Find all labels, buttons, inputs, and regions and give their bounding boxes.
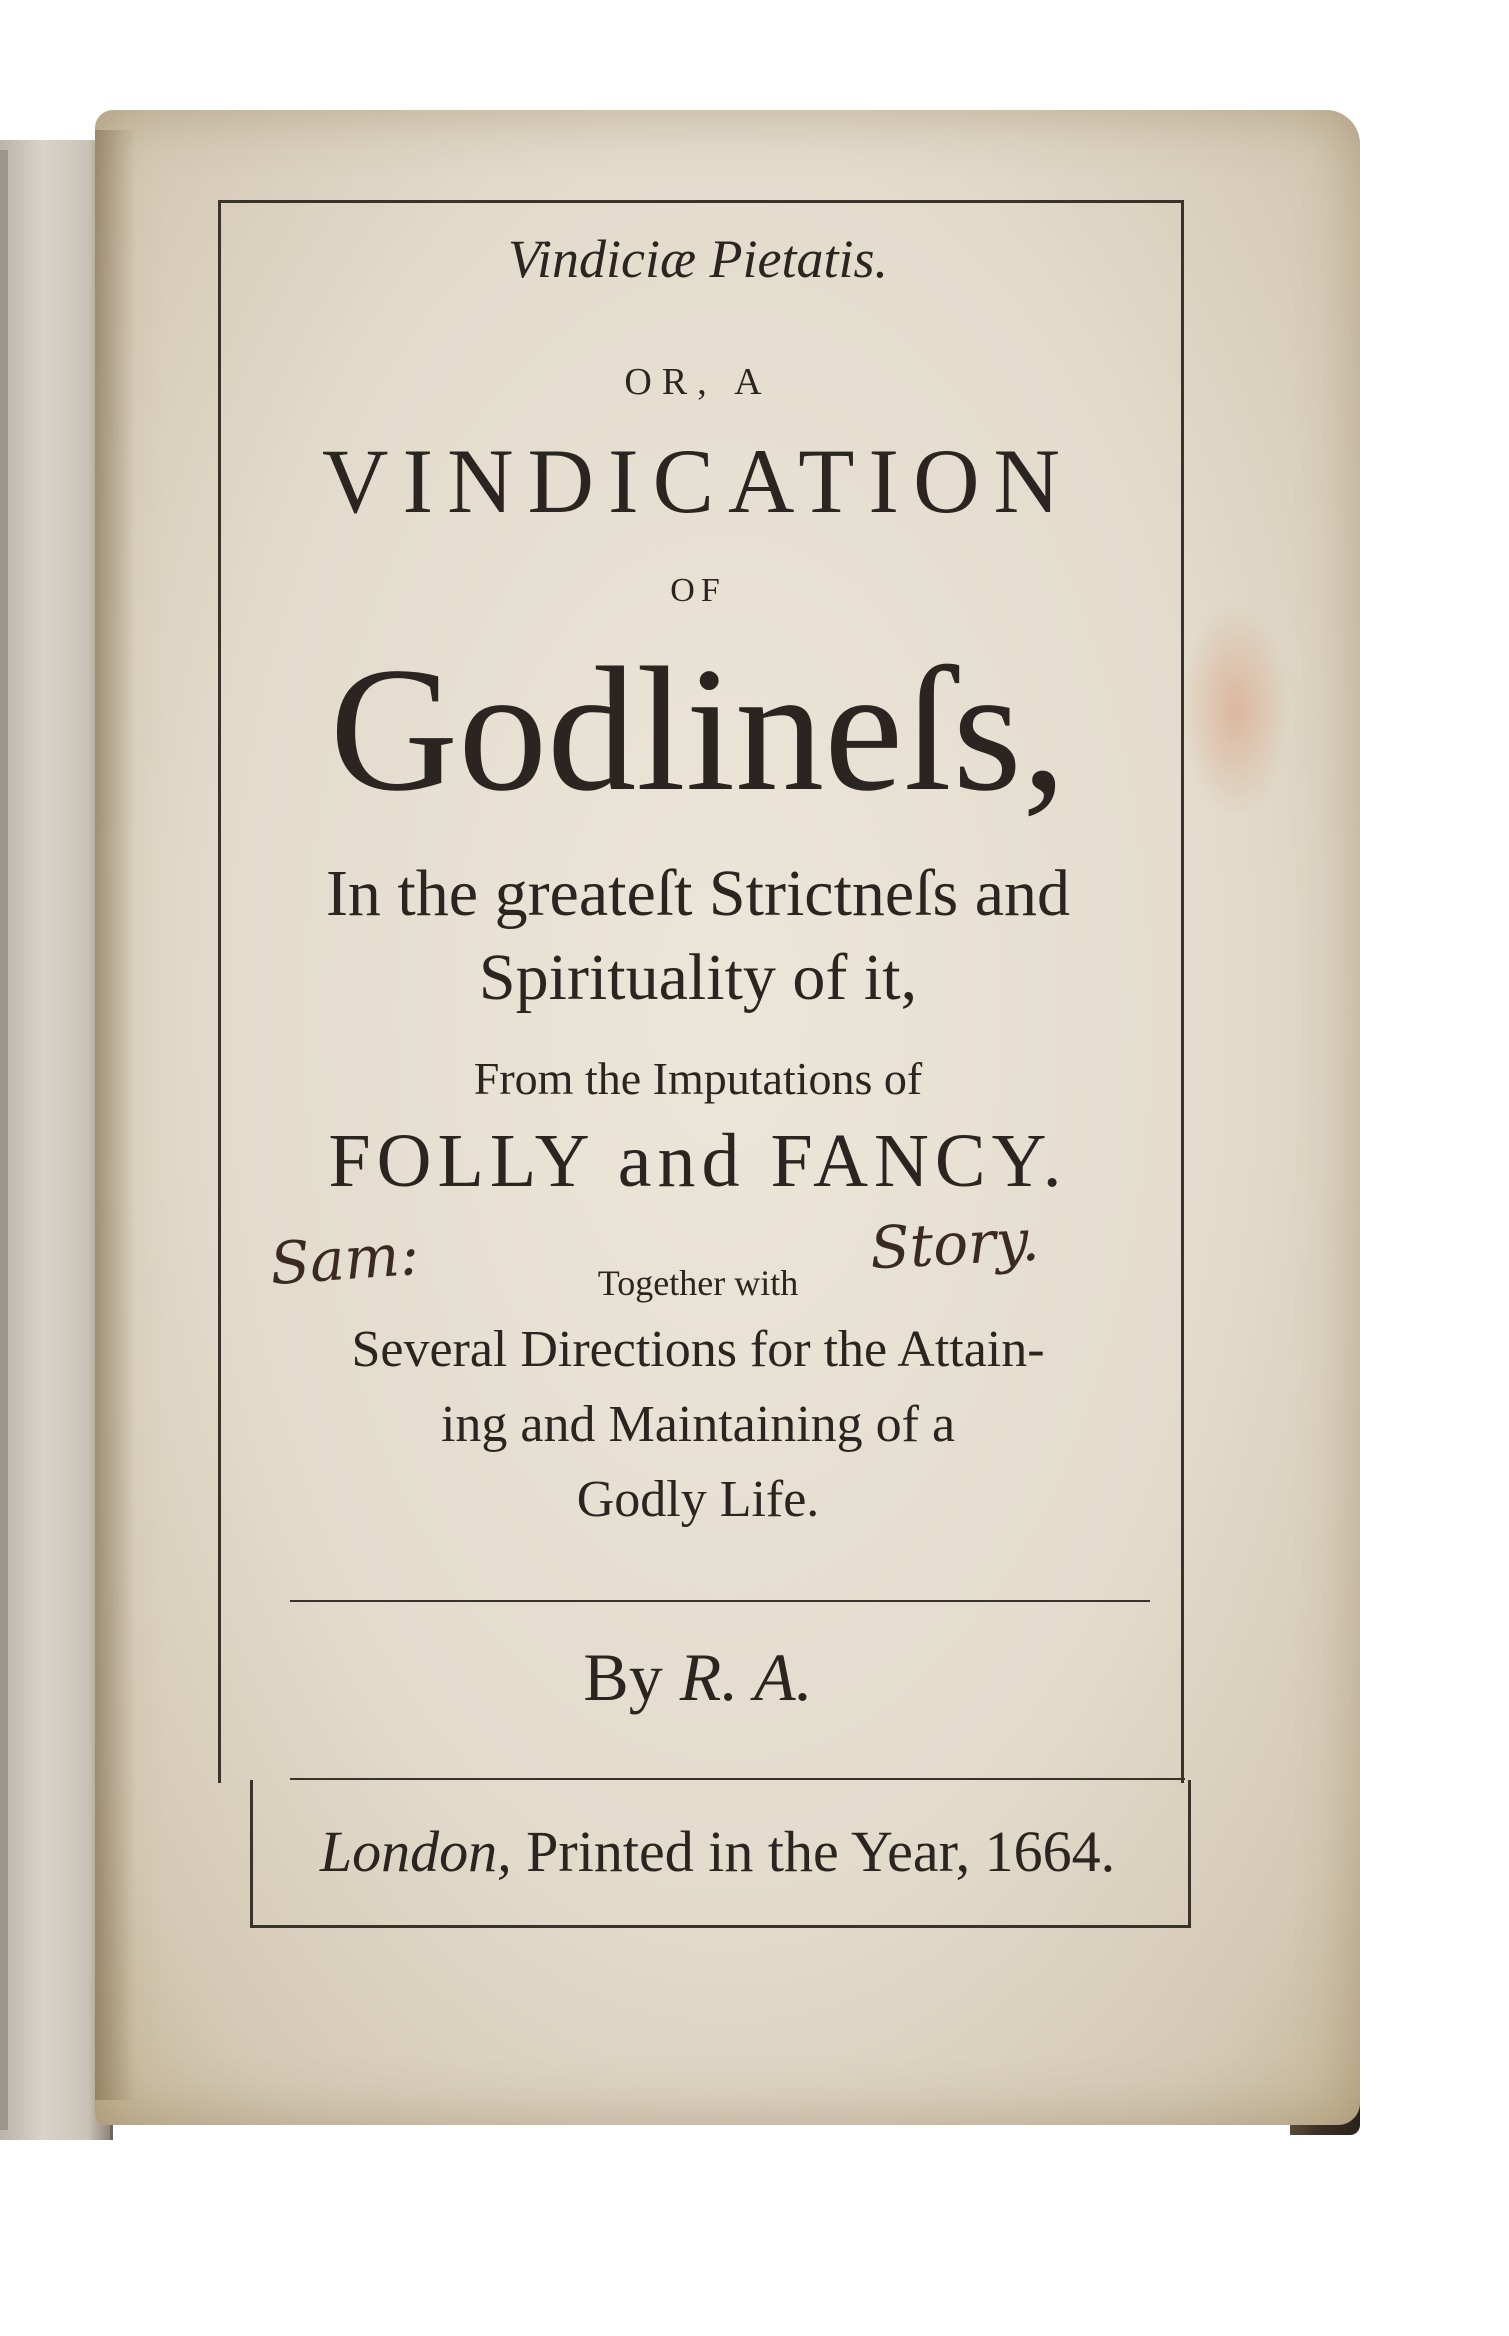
or-line: OR, A (624, 361, 772, 403)
imprint (250, 1818, 1185, 1885)
rule-above-author (290, 1600, 1150, 1602)
directions-line-3: Godly Life. (576, 1471, 820, 1528)
title-godliness: Godlineſs, (329, 630, 1067, 828)
imprint-city: London, (319, 1819, 512, 1884)
imprint-text: Printed in the Year, 1664. (526, 1819, 1116, 1884)
subtitle-line-1: In the greateſt Strictneſs and (325, 857, 1071, 930)
latin-title: Vindiciæ Pietatis. (508, 229, 888, 289)
handwritten-signature-second: Story. (868, 1205, 1041, 1283)
directions-line-2: ing and Maintaining of a (440, 1396, 956, 1453)
rule-top (218, 200, 1178, 202)
foxing-stain (1180, 600, 1290, 820)
left-page-edge (0, 150, 8, 2130)
by-word: By (583, 1639, 663, 1715)
handwritten-signature-first: Sam: (267, 1219, 422, 1299)
subtitle-line-3: From the Imputations of (473, 1053, 923, 1104)
folly-and-fancy: FOLLY and FANCY. (328, 1119, 1068, 1203)
subtitle-line-2: Spirituality of it, (478, 941, 918, 1014)
author-line (218, 1638, 1178, 1717)
author-initials: R. A. (679, 1639, 813, 1715)
together-with: Together with (597, 1263, 799, 1303)
of-line: OF (670, 572, 726, 609)
gutter-shadow (95, 130, 135, 2100)
directions-line-1: Several Directions for the Attain- (351, 1321, 1045, 1378)
title-vindication: VINDICATION (322, 430, 1074, 532)
